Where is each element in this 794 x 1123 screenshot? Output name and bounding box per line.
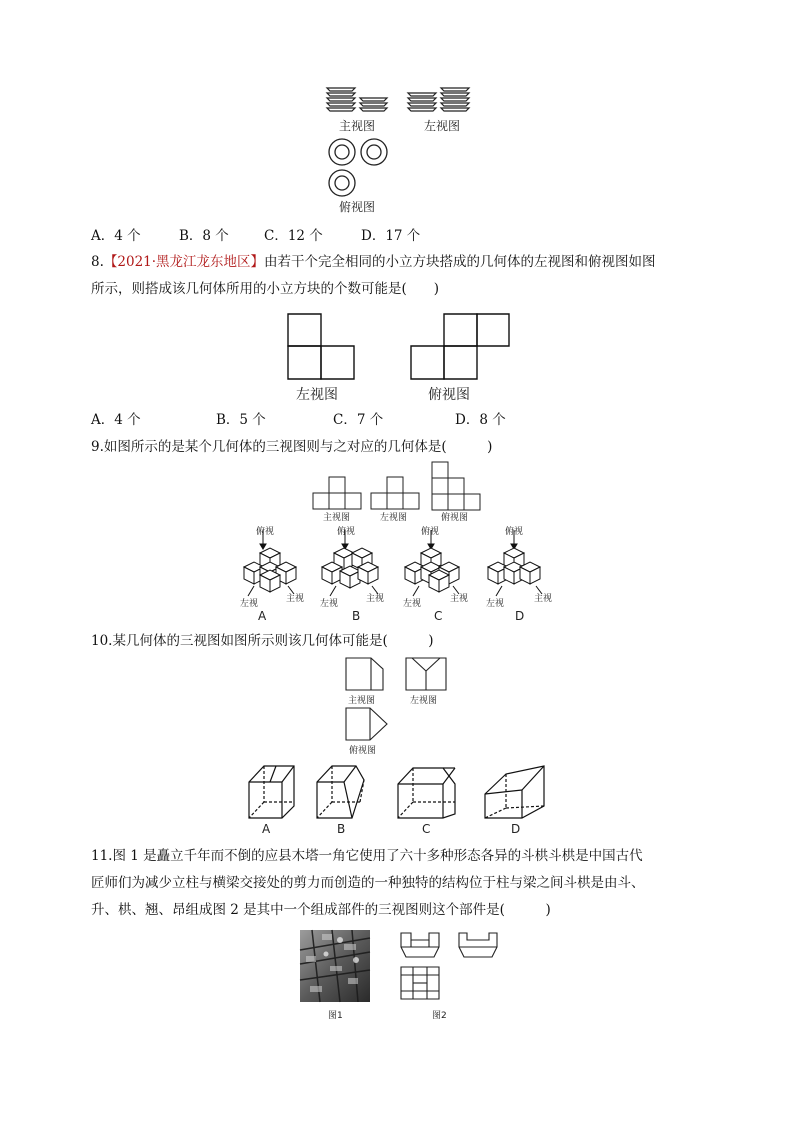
q9-a-label-left: 左视 (240, 599, 259, 609)
q7-caption-left: 左视图 (424, 119, 461, 133)
q8-question-line1 (91, 251, 656, 273)
q10-choice-c: C (422, 822, 431, 836)
q9-b-label-front: 主视 (366, 594, 385, 604)
q7-option-a: A．4 个 (91, 228, 141, 244)
q11-question-line3: 升、栱、翘、昂组成图 2 是其中一个组成部件的三视图则这个部件是( ) (91, 902, 551, 918)
q9-d-label-top: 俯视 (505, 527, 524, 537)
q8-caption-top: 俯视图 (428, 387, 470, 403)
q10-left-view (405, 657, 447, 691)
q7-top-view-circles (328, 138, 390, 200)
q10-caption-top: 俯视图 (349, 746, 377, 756)
q10-choice-d-solid (484, 762, 548, 820)
q8-option-d: D．8 个 (455, 412, 506, 428)
q10-question: 10.某几何体的三视图如图所示则该几何体可能是( ) (91, 633, 434, 649)
q11-figure1-photo (300, 930, 370, 1002)
q7-caption-front: 主视图 (339, 119, 376, 133)
q10-choice-a-solid (248, 762, 298, 820)
q7-front-view-plates (326, 86, 388, 114)
q10-choice-b-solid (316, 762, 368, 820)
q9-top-view-grid (432, 461, 482, 511)
q9-caption-top: 俯视图 (441, 513, 469, 523)
q10-choice-a: A (262, 822, 271, 836)
q10-choice-c-solid (397, 762, 459, 820)
q9-b-label-top: 俯视 (337, 527, 356, 537)
q10-top-view (345, 707, 389, 741)
q9-choice-a: A (258, 609, 267, 623)
q7-option-d: D．17 个 (361, 228, 421, 244)
q9-front-view-grid (313, 476, 363, 510)
q11-caption-fig1: 图1 (328, 1011, 343, 1021)
q11-figure2-front-view (400, 932, 440, 958)
q8-text-line1: 由若干个完全相同的小立方块搭成的几何体的左视图和俯视图如图 (264, 254, 656, 270)
q8-left-view-grid (288, 314, 356, 380)
q8-number: 8. (91, 254, 104, 270)
q9-question: 9.如图所示的是某个几何体的三视图则与之对应的几何体是( ) (91, 439, 493, 455)
q7-left-view-plates (406, 86, 470, 114)
q9-choice-c: C (434, 609, 443, 623)
q11-question-line1: 11.图 1 是矗立千年而不倒的应县木塔一角它使用了六十多种形态各异的斗栱斗栱是中国古代 (91, 848, 643, 864)
q7-option-c: C．12 个 (264, 228, 323, 244)
q9-c-label-front: 主视 (450, 594, 469, 604)
q11-caption-fig2: 图2 (432, 1011, 447, 1021)
q9-choice-b: B (352, 609, 361, 623)
q9-choice-d: D (515, 609, 525, 623)
q9-c-label-left: 左视 (403, 599, 422, 609)
q10-choice-d: D (511, 822, 521, 836)
q8-option-b: B．5 个 (216, 412, 266, 428)
q10-caption-front: 主视图 (348, 696, 376, 706)
q9-d-label-front: 主视 (534, 594, 553, 604)
q8-option-a: A．4 个 (91, 412, 141, 428)
q10-choice-b: B (337, 822, 346, 836)
q11-figure2-left-view (458, 932, 498, 958)
q10-caption-left: 左视图 (410, 696, 438, 706)
q7-caption-top: 俯视图 (339, 200, 376, 214)
q11-figure2-top-view (400, 966, 440, 1000)
q9-a-label-front: 主视 (286, 594, 305, 604)
q8-caption-left: 左视图 (296, 387, 338, 403)
q10-front-view (345, 657, 385, 691)
q8-top-view-grid (411, 314, 511, 380)
q8-source-tag: 【2021·黑龙江龙东地区】 (103, 254, 265, 270)
q9-left-view-grid (371, 476, 421, 510)
q7-option-b: B．8 个 (179, 228, 229, 244)
q9-caption-left: 左视图 (380, 513, 408, 523)
q9-b-label-left: 左视 (320, 599, 339, 609)
q9-a-label-top: 俯视 (256, 527, 275, 537)
q9-d-label-left: 左视 (486, 599, 505, 609)
q8-option-c: C．7 个 (333, 412, 384, 428)
q11-question-line2: 匠师们为减少立柱与横梁交接处的剪力而创造的一种独特的结构位于柱与梁之间斗栱是由斗、 (91, 875, 645, 891)
q9-caption-front: 主视图 (323, 513, 351, 523)
q8-question-line2: 所示，则搭成该几何体所用的小立方块的个数可能是( ) (91, 281, 440, 297)
q9-c-label-top: 俯视 (421, 527, 440, 537)
